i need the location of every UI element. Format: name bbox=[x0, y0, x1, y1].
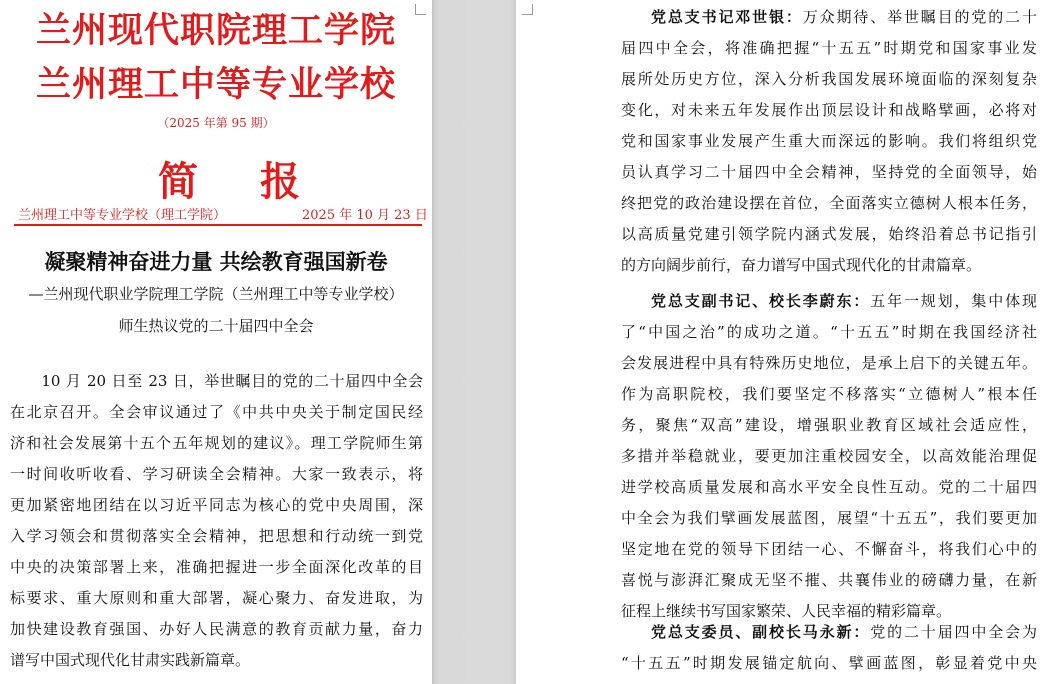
body-line: 进学校高质量发展和高水平安全良性互动。党的二十届四 bbox=[621, 478, 1037, 496]
body-line: 中全会为我们擘画发展蓝图，展望“十五五”，我们要更加 bbox=[621, 509, 1037, 527]
header-school-name-2: 兰州理工中等专业学校 bbox=[35, 64, 396, 105]
body-line: 变化，对未来五年发展作出顶层设计和战略擘画，必将对 bbox=[621, 101, 1037, 119]
body-line: 党总支书记邓世银：万众期待、举世瞩目的党的二十 bbox=[651, 8, 1037, 26]
speaker-name: 党总支委员、副校长马永新： bbox=[651, 623, 871, 641]
speaker-name: 党总支书记邓世银： bbox=[651, 8, 803, 26]
body-line: 喜悦与澎湃汇聚成无坚不摧、共襄伟业的磅礴力量，在新 bbox=[621, 571, 1037, 589]
document-page-left bbox=[0, 0, 432, 684]
header-school-name-1: 兰州现代职院理工学院 bbox=[35, 10, 396, 51]
body-line: 10 月 20 日至 23 日，举世瞩目的党的二十届四中全会 bbox=[10, 372, 423, 390]
masthead-organization: 兰州理工中等专业学校（理工学院） bbox=[18, 208, 227, 223]
body-line: 了“中国之治”的成功之道。“十五五”时期在我国经济社 bbox=[621, 323, 1037, 341]
article-body-paragraph bbox=[10, 366, 423, 676]
body-line: “十五五”时期发展锚定航向、擘画蓝图，彰显着党中央 bbox=[621, 654, 1037, 672]
body-line: 济和社会发展第十五个五年规划的建议》。理工学院师生第 bbox=[10, 434, 423, 452]
body-line: 谱写中国式现代化甘肃实践新篇章。 bbox=[10, 651, 251, 669]
issue-number: （2025 年第 95 期） bbox=[157, 116, 275, 130]
body-line: 作为高职院校，我们要坚定不移落实“立德树人”根本任 bbox=[621, 385, 1037, 403]
masthead-date: 2025 年 10 月 23 日 bbox=[302, 208, 428, 223]
body-line: 标要求、重大原则和重大部署，凝心聚力、奋发进取，为 bbox=[10, 589, 423, 607]
body-line: 会发展进程中具有特殊历史地位，是承上启下的关键五年。 bbox=[621, 354, 1037, 372]
body-line: 党总支委员、副校长马永新：党的二十届四中全会为 bbox=[651, 623, 1037, 641]
body-line: 更加紧密地团结在以习近平同志为核心的党中央周围，深 bbox=[10, 496, 423, 514]
body-line: 届四中全会，将准确把握“十五五”时期党和国家事业发 bbox=[621, 39, 1037, 57]
document-page-right bbox=[516, 0, 1047, 684]
body-line: 入学习领会和贯彻落实全会精神，把思想和行动统一到党 bbox=[10, 527, 423, 545]
body-line: 党和国家事业发展产生重大而深远的影响。我们将组织党 bbox=[621, 132, 1037, 150]
statement-paragraph-1 bbox=[621, 2, 1037, 281]
body-line: 一时间收听收看、学习研读全会精神。大家一致表示，将 bbox=[10, 465, 423, 483]
body-line: 终把党的政治建设摆在首位，全面落实立德树人根本任务， bbox=[621, 194, 1037, 212]
body-line: 加快建设教育强国、办好人民满意的教育贡献力量，奋力 bbox=[10, 620, 423, 638]
article-title: 凝聚精神奋进力量 共绘教育强国新卷 bbox=[44, 249, 388, 274]
masthead-divider bbox=[14, 224, 422, 226]
body-line: 在北京召开。全会审议通过了《中共中央关于制定国民经 bbox=[10, 403, 423, 421]
article-subtitle-1: —兰州现代职业学院理工学院（兰州理工中等专业学校） bbox=[28, 285, 404, 303]
body-line: 多措并举稳就业，要更加注重校园安全，以高效能治理促 bbox=[621, 447, 1037, 465]
body-line: 展所处历史方位，深入分析我国发展环境面临的深刻复杂 bbox=[621, 70, 1037, 88]
body-line: 的方向阔步前行，奋力谱写中国式现代化的甘肃篇章。 bbox=[621, 256, 982, 274]
crop-mark bbox=[522, 4, 533, 15]
body-line: 坚定地在党的领导下团结一心、不懈奋斗，将我们心中的 bbox=[621, 540, 1037, 558]
page-gap bbox=[432, 0, 516, 684]
statement-paragraph-2 bbox=[621, 286, 1037, 627]
body-line: 中央的决策部署上来，准确把握进一步全面深化改革的目 bbox=[10, 558, 423, 576]
bulletin-title: 简报 bbox=[158, 158, 362, 205]
article-subtitle-2: 师生热议党的二十届四中全会 bbox=[118, 317, 314, 335]
body-line: 员认真学习二十届四中全会精神，坚持党的全面领导，始 bbox=[621, 163, 1037, 181]
body-line: 以高质量党建引领学院内涵式发展，始终沿着总书记指引 bbox=[621, 225, 1037, 243]
body-line: 党总支副书记、校长李蔚东：五年一规划，集中体现 bbox=[651, 292, 1037, 310]
body-line: 征程上继续书写国家繁荣、人民幸福的精彩篇章。 bbox=[621, 602, 952, 620]
body-line: 务，聚焦“双高”建设，增强职业教育区域社会适应性， bbox=[621, 416, 1037, 434]
statement-paragraph-3 bbox=[621, 617, 1037, 679]
speaker-name: 党总支副书记、校长李蔚东： bbox=[651, 292, 871, 310]
